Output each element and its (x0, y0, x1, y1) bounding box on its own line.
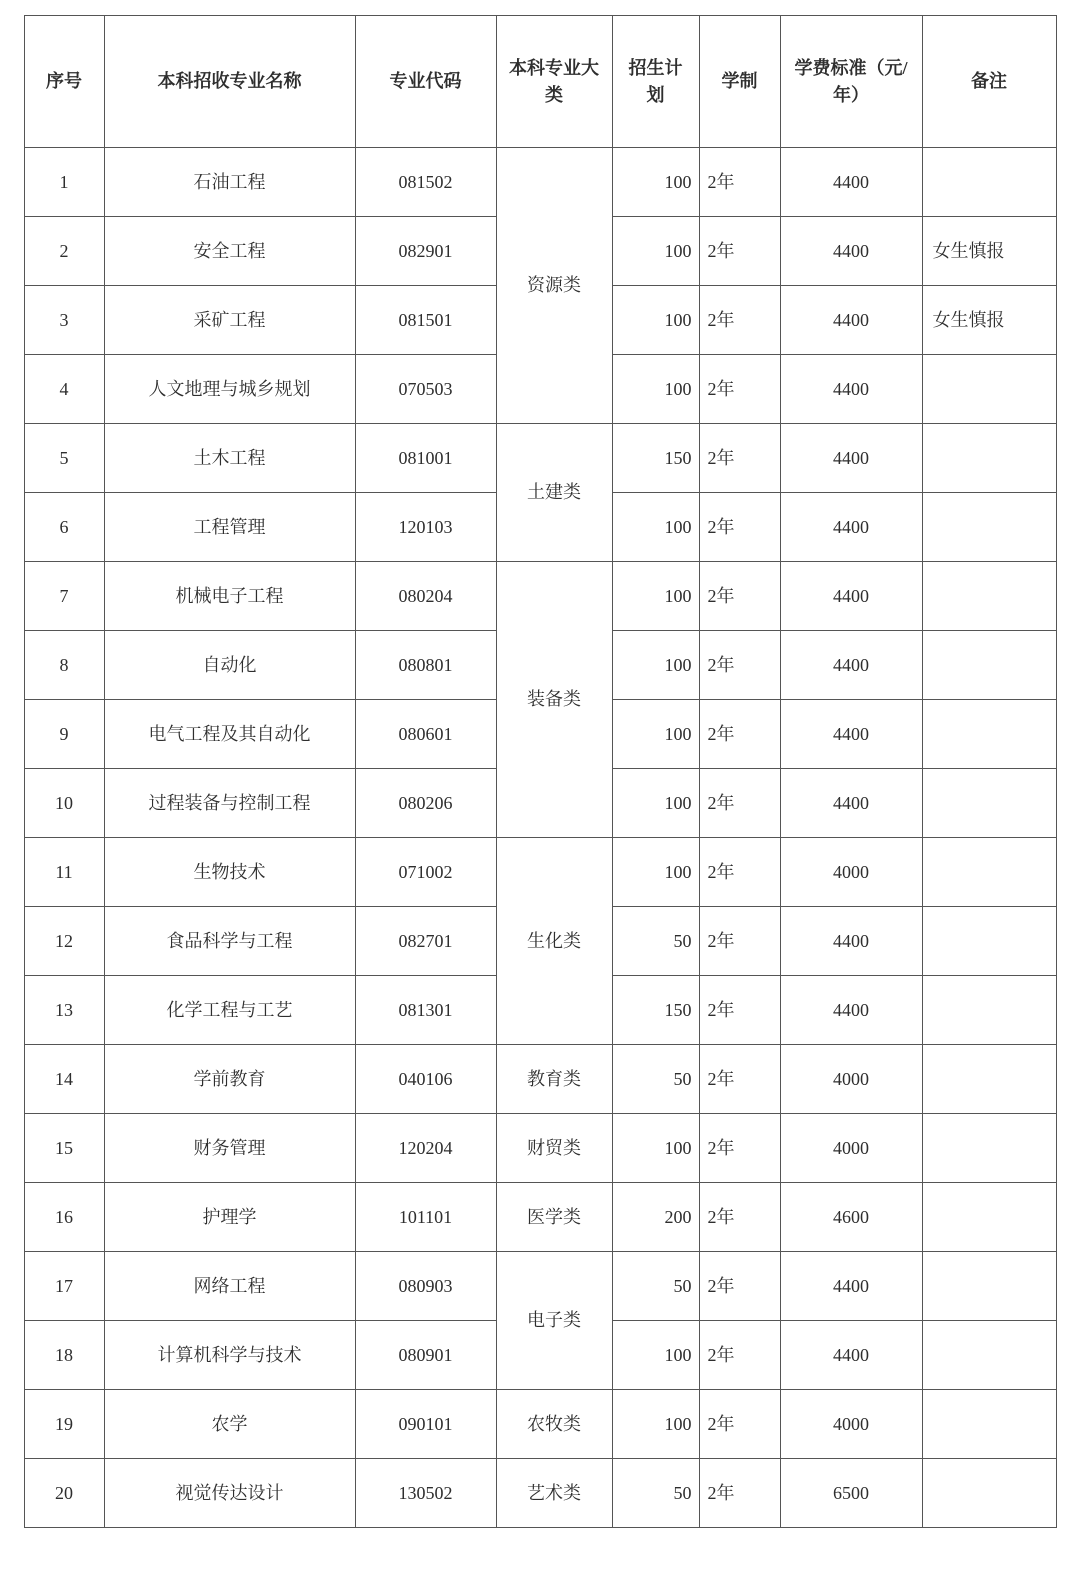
cell-category-group: 资源类 (496, 148, 612, 424)
cell-major-name: 安全工程 (104, 217, 355, 286)
cell-remark (922, 493, 1056, 562)
cell-tuition: 4000 (780, 1114, 922, 1183)
cell-remark (922, 148, 1056, 217)
cell-remark (922, 355, 1056, 424)
cell-seq: 9 (24, 700, 104, 769)
table-body (24, 148, 1056, 1528)
table-row (24, 1045, 1056, 1114)
cell-major-name: 土木工程 (104, 424, 355, 493)
cell-major-name: 计算机科学与技术 (104, 1321, 355, 1390)
cell-duration: 2年 (699, 838, 780, 907)
cell-remark (922, 700, 1056, 769)
cell-major-code: 081301 (355, 976, 496, 1045)
cell-plan: 50 (612, 907, 699, 976)
cell-major-code: 040106 (355, 1045, 496, 1114)
cell-plan: 100 (612, 493, 699, 562)
cell-major-code: 130502 (355, 1459, 496, 1528)
cell-seq: 13 (24, 976, 104, 1045)
cell-remark (922, 907, 1056, 976)
cell-seq: 8 (24, 631, 104, 700)
cell-major-code: 082901 (355, 217, 496, 286)
cell-major-name: 自动化 (104, 631, 355, 700)
cell-plan: 100 (612, 1114, 699, 1183)
cell-remark (922, 1252, 1056, 1321)
cell-plan: 100 (612, 217, 699, 286)
table-row (24, 562, 1056, 631)
table-row (24, 1114, 1056, 1183)
cell-tuition: 4400 (780, 562, 922, 631)
cell-major-code: 070503 (355, 355, 496, 424)
cell-major-name: 视觉传达设计 (104, 1459, 355, 1528)
header-major-name: 本科招收专业名称 (104, 16, 355, 148)
cell-major-name: 财务管理 (104, 1114, 355, 1183)
cell-tuition: 4000 (780, 1390, 922, 1459)
cell-seq: 14 (24, 1045, 104, 1114)
cell-major-code: 082701 (355, 907, 496, 976)
cell-duration: 2年 (699, 217, 780, 286)
header-remark: 备注 (922, 16, 1056, 148)
cell-tuition: 4600 (780, 1183, 922, 1252)
cell-major-name: 过程装备与控制工程 (104, 769, 355, 838)
cell-seq: 19 (24, 1390, 104, 1459)
cell-plan: 100 (612, 286, 699, 355)
cell-category-group: 农牧类 (496, 1390, 612, 1459)
cell-seq: 10 (24, 769, 104, 838)
cell-duration: 2年 (699, 769, 780, 838)
cell-duration: 2年 (699, 700, 780, 769)
cell-plan: 100 (612, 769, 699, 838)
cell-remark (922, 631, 1056, 700)
cell-plan: 150 (612, 424, 699, 493)
cell-major-code: 080901 (355, 1321, 496, 1390)
cell-duration: 2年 (699, 976, 780, 1045)
cell-tuition: 4400 (780, 493, 922, 562)
cell-remark (922, 769, 1056, 838)
cell-tuition: 4000 (780, 838, 922, 907)
cell-seq: 11 (24, 838, 104, 907)
cell-category-group: 装备类 (496, 562, 612, 838)
header-duration: 学制 (699, 16, 780, 148)
cell-seq: 15 (24, 1114, 104, 1183)
cell-plan: 100 (612, 148, 699, 217)
table-row (24, 1252, 1056, 1321)
cell-plan: 100 (612, 562, 699, 631)
cell-duration: 2年 (699, 424, 780, 493)
cell-plan: 100 (612, 1390, 699, 1459)
header-tuition: 学费标准（元/年） (780, 16, 922, 148)
cell-tuition: 4400 (780, 1321, 922, 1390)
cell-duration: 2年 (699, 907, 780, 976)
admission-plan-table (24, 15, 1057, 1528)
cell-tuition: 4400 (780, 700, 922, 769)
cell-duration: 2年 (699, 1114, 780, 1183)
cell-duration: 2年 (699, 286, 780, 355)
cell-duration: 2年 (699, 562, 780, 631)
cell-plan: 100 (612, 1321, 699, 1390)
cell-seq: 20 (24, 1459, 104, 1528)
cell-major-code: 081501 (355, 286, 496, 355)
cell-seq: 3 (24, 286, 104, 355)
cell-seq: 12 (24, 907, 104, 976)
header-plan: 招生计划 (612, 16, 699, 148)
cell-plan: 100 (612, 838, 699, 907)
cell-category-group: 财贸类 (496, 1114, 612, 1183)
cell-major-code: 080801 (355, 631, 496, 700)
cell-plan: 100 (612, 631, 699, 700)
cell-remark (922, 1045, 1056, 1114)
cell-tuition: 4400 (780, 355, 922, 424)
cell-remark (922, 1183, 1056, 1252)
cell-remark (922, 562, 1056, 631)
cell-duration: 2年 (699, 148, 780, 217)
cell-category-group: 艺术类 (496, 1459, 612, 1528)
cell-major-code: 081502 (355, 148, 496, 217)
cell-category-group: 电子类 (496, 1252, 612, 1390)
cell-duration: 2年 (699, 1183, 780, 1252)
cell-major-name: 生物技术 (104, 838, 355, 907)
cell-tuition: 4400 (780, 424, 922, 493)
cell-major-code: 080204 (355, 562, 496, 631)
cell-major-name: 食品科学与工程 (104, 907, 355, 976)
cell-remark (922, 1321, 1056, 1390)
header-seq: 序号 (24, 16, 104, 148)
cell-tuition: 4400 (780, 976, 922, 1045)
cell-plan: 50 (612, 1045, 699, 1114)
cell-remark (922, 838, 1056, 907)
cell-tuition: 4400 (780, 769, 922, 838)
cell-major-name: 机械电子工程 (104, 562, 355, 631)
table-row (24, 1183, 1056, 1252)
cell-major-code: 120103 (355, 493, 496, 562)
cell-major-name: 采矿工程 (104, 286, 355, 355)
cell-major-code: 081001 (355, 424, 496, 493)
cell-plan: 50 (612, 1252, 699, 1321)
cell-duration: 2年 (699, 1321, 780, 1390)
cell-duration: 2年 (699, 1390, 780, 1459)
cell-seq: 7 (24, 562, 104, 631)
cell-plan: 100 (612, 355, 699, 424)
table-row (24, 148, 1056, 217)
cell-plan: 50 (612, 1459, 699, 1528)
cell-major-code: 080601 (355, 700, 496, 769)
cell-duration: 2年 (699, 1459, 780, 1528)
cell-major-name: 农学 (104, 1390, 355, 1459)
cell-major-name: 护理学 (104, 1183, 355, 1252)
cell-duration: 2年 (699, 1045, 780, 1114)
table-header (24, 16, 1056, 148)
header-major-code: 专业代码 (355, 16, 496, 148)
cell-major-name: 人文地理与城乡规划 (104, 355, 355, 424)
cell-remark (922, 1459, 1056, 1528)
cell-duration: 2年 (699, 1252, 780, 1321)
cell-remark: 女生慎报 (922, 286, 1056, 355)
cell-major-name: 网络工程 (104, 1252, 355, 1321)
cell-duration: 2年 (699, 631, 780, 700)
header-category: 本科专业大类 (496, 16, 612, 148)
cell-major-name: 工程管理 (104, 493, 355, 562)
cell-tuition: 4400 (780, 286, 922, 355)
table-row (24, 838, 1056, 907)
cell-remark (922, 424, 1056, 493)
cell-tuition: 4400 (780, 907, 922, 976)
cell-remark (922, 1114, 1056, 1183)
cell-seq: 16 (24, 1183, 104, 1252)
cell-seq: 6 (24, 493, 104, 562)
cell-remark: 女生慎报 (922, 217, 1056, 286)
cell-major-name: 电气工程及其自动化 (104, 700, 355, 769)
cell-tuition: 4400 (780, 1252, 922, 1321)
cell-duration: 2年 (699, 355, 780, 424)
cell-category-group: 医学类 (496, 1183, 612, 1252)
cell-tuition: 4400 (780, 631, 922, 700)
cell-remark (922, 1390, 1056, 1459)
cell-category-group: 生化类 (496, 838, 612, 1045)
cell-seq: 4 (24, 355, 104, 424)
table-row (24, 1390, 1056, 1459)
cell-seq: 2 (24, 217, 104, 286)
cell-seq: 5 (24, 424, 104, 493)
cell-major-code: 101101 (355, 1183, 496, 1252)
cell-major-code: 080206 (355, 769, 496, 838)
cell-major-code: 080903 (355, 1252, 496, 1321)
cell-seq: 18 (24, 1321, 104, 1390)
cell-major-code: 071002 (355, 838, 496, 907)
cell-tuition: 4400 (780, 148, 922, 217)
cell-major-name: 学前教育 (104, 1045, 355, 1114)
cell-plan: 200 (612, 1183, 699, 1252)
cell-seq: 17 (24, 1252, 104, 1321)
cell-category-group: 土建类 (496, 424, 612, 562)
cell-major-name: 石油工程 (104, 148, 355, 217)
cell-seq: 1 (24, 148, 104, 217)
cell-category-group: 教育类 (496, 1045, 612, 1114)
cell-remark (922, 976, 1056, 1045)
cell-major-code: 090101 (355, 1390, 496, 1459)
cell-plan: 100 (612, 700, 699, 769)
cell-major-name: 化学工程与工艺 (104, 976, 355, 1045)
cell-tuition: 4000 (780, 1045, 922, 1114)
cell-major-code: 120204 (355, 1114, 496, 1183)
cell-plan: 150 (612, 976, 699, 1045)
table-row (24, 424, 1056, 493)
cell-tuition: 6500 (780, 1459, 922, 1528)
header-row (24, 16, 1056, 148)
cell-tuition: 4400 (780, 217, 922, 286)
table-row (24, 1459, 1056, 1528)
cell-duration: 2年 (699, 493, 780, 562)
